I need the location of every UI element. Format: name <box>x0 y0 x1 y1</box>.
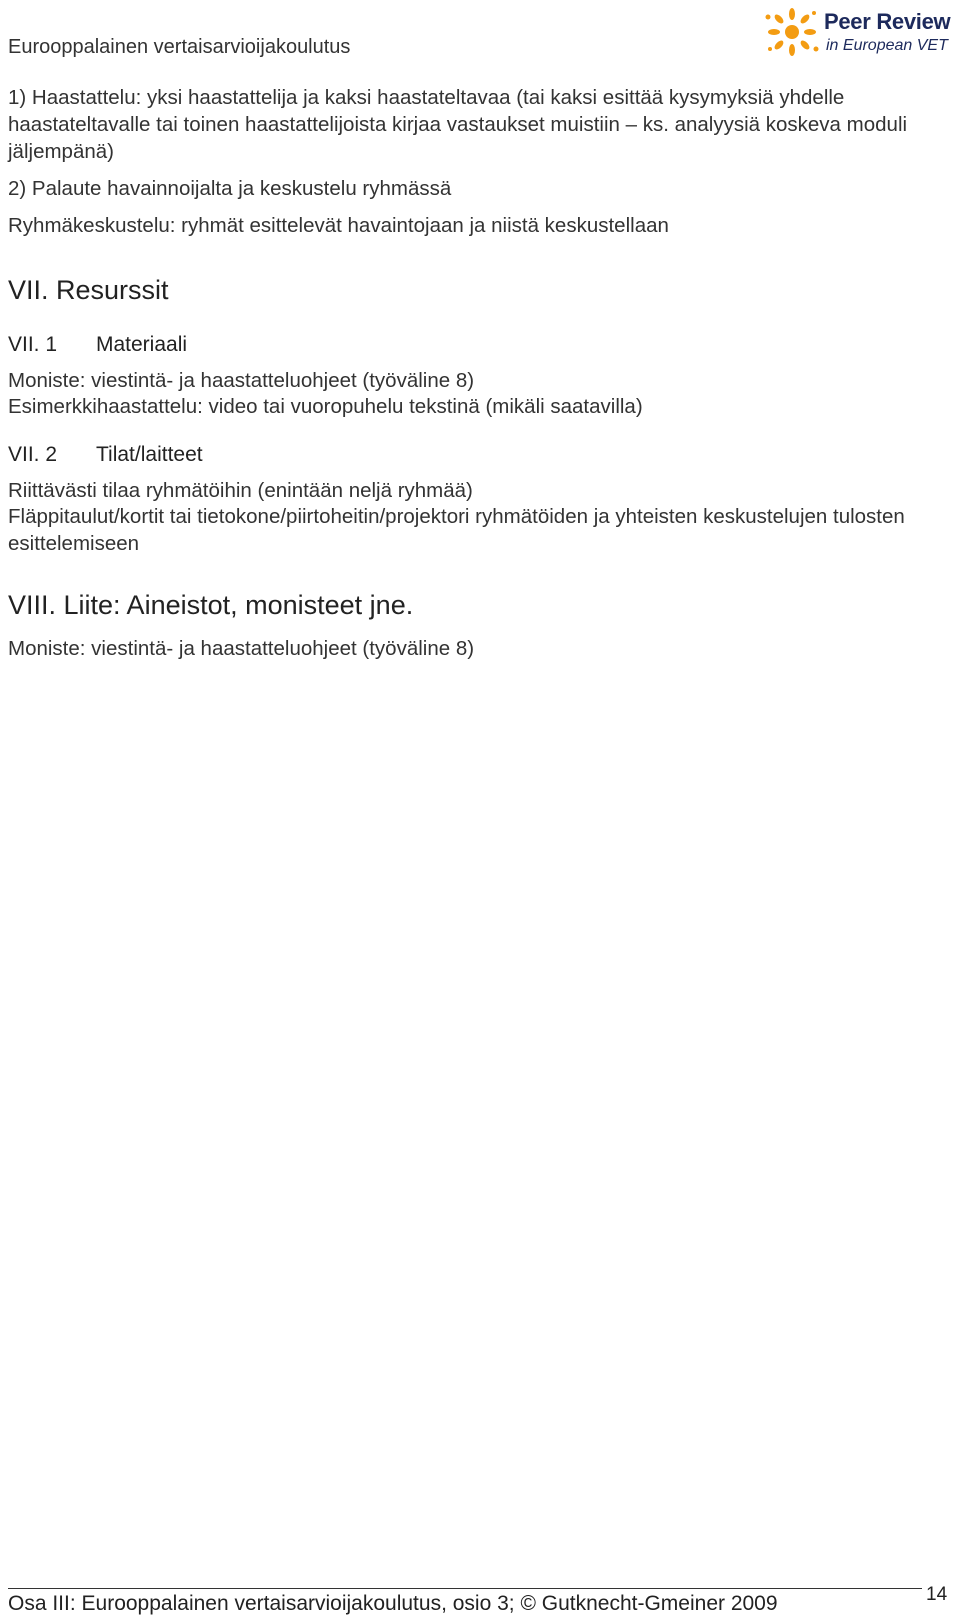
heading-materials <box>8 333 188 357</box>
materials-line-2: Esimerkkihaastattelu: video tai vuoropuhelu tekstinä (mikäli saatavilla) <box>8 395 643 418</box>
sunburst-logo-icon <box>762 5 822 59</box>
page-number: 14 <box>926 1584 948 1605</box>
section-number: VII. 2 <box>8 443 58 466</box>
section-label: Tilat/laitteet <box>96 443 203 466</box>
facilities-line-1: Riittävästi tilaa ryhmätöihin (enintään neljä ryhmää) <box>8 479 473 502</box>
heading-facilities <box>8 443 203 467</box>
footer-text: Osa III: Eurooppalainen vertaisarvioijakoulutus, osio 3; © Gutknecht-Gmeiner 2009 <box>8 1592 778 1615</box>
paragraph-group-discussion: Ryhmäkeskustelu: ryhmät esittelevät havaintojaan ja niistä keskustellaan <box>8 214 669 237</box>
heading-resources: VII. Resurssit <box>8 275 169 305</box>
appendix-line-1: Moniste: viestintä- ja haastatteluohjeet (työväline 8) <box>8 637 475 660</box>
peer-review-logo <box>762 5 958 59</box>
facilities-line-2: Fläppitaulut/kortit tai tietokone/piirtoheitin/projektori ryhmätöiden ja yhteisten keskustelujen tulosten esittelemiseen <box>8 505 905 555</box>
heading-appendix: VIII. Liite: Aineistot, monisteet jne. <box>8 590 414 620</box>
section-label: Materiaali <box>96 333 188 356</box>
paragraph-feedback: 2) Palaute havainnoijalta ja keskustelu ryhmässä <box>8 177 452 200</box>
footer-divider <box>8 1588 922 1589</box>
logo-text-line2: in European VET <box>826 37 948 54</box>
paragraph-interview: 1) Haastattelu: yksi haastattelija ja kaksi haastateltavaa (tai kaksi esittää kysymyksiä yhdelle haastateltavalle tai toinen haastattelijoista kirjaa vastaukset muistiin – ks. analyysiä koskeva moduli jäljempänä) <box>8 86 908 163</box>
section-number: VII. 1 <box>8 333 58 356</box>
materials-line-1: Moniste: viestintä- ja haastatteluohjeet (työväline 8) <box>8 369 475 392</box>
logo-text-line1: Peer Review <box>824 9 951 34</box>
header-title: Eurooppalainen vertaisarvioijakoulutus <box>8 36 351 58</box>
